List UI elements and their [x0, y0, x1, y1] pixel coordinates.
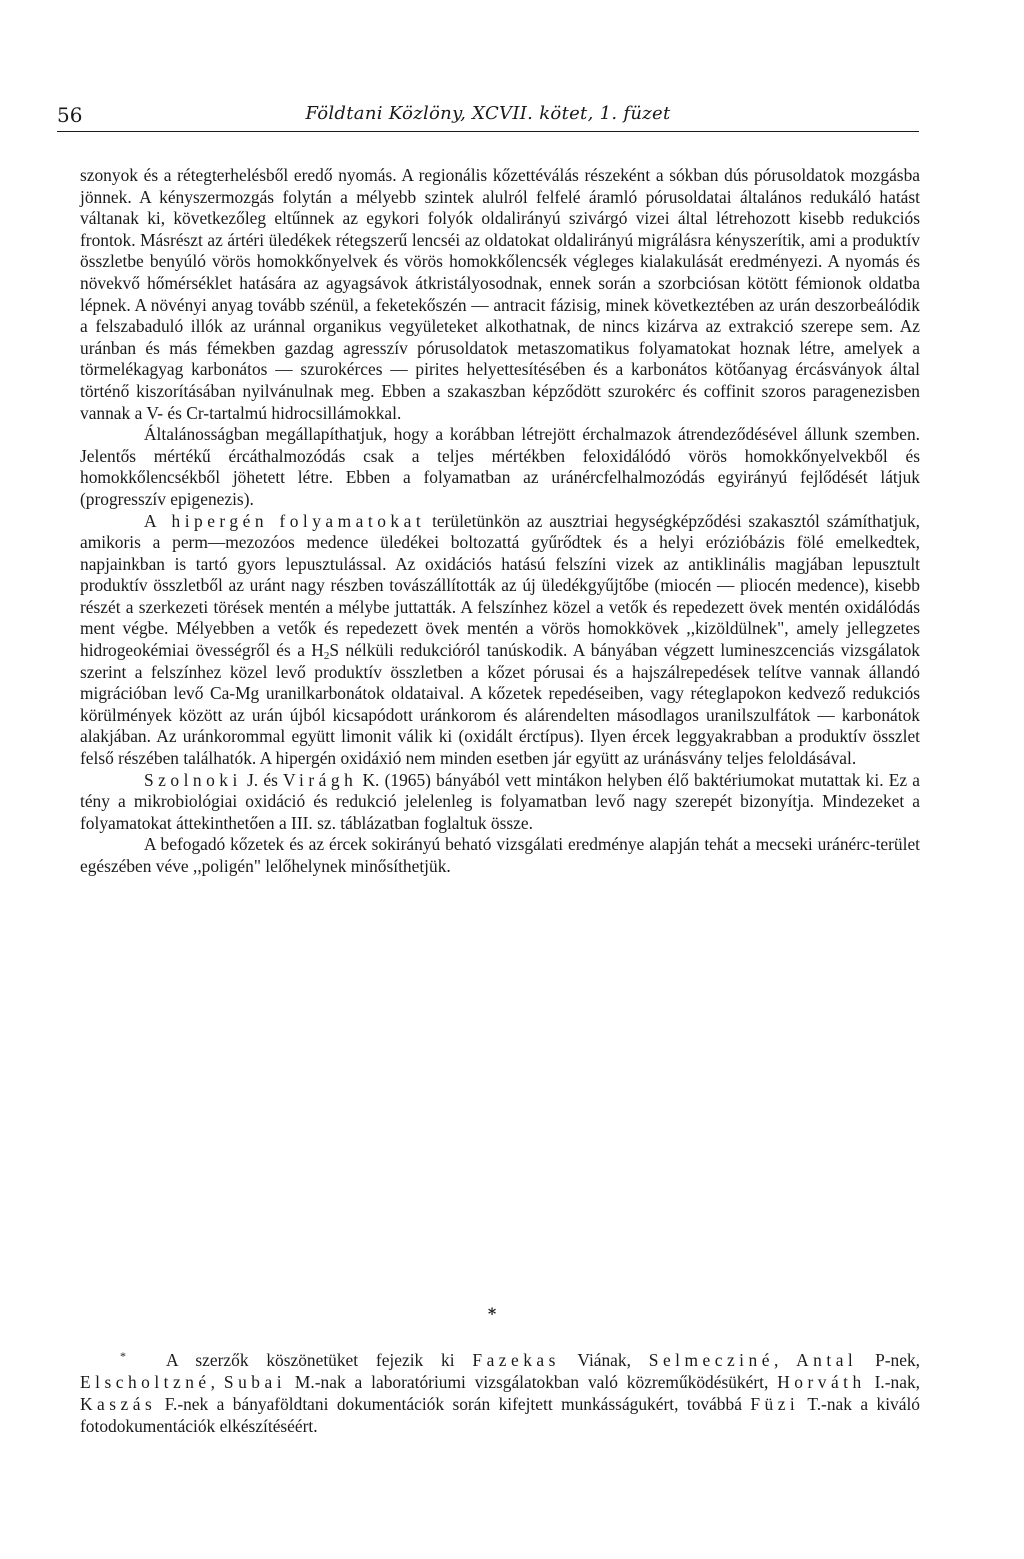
page-header [57, 101, 919, 132]
footnote-segment: A szerzők köszönetüket fejezik ki [166, 1350, 473, 1371]
footnote [80, 1328, 920, 1455]
paragraph-1: szonyok és a rétegterhelésből eredő nyomás. A regionális kőzettéválás részeként a sókban dús pórusoldatok mozgásba jönnek. A kényszermozgás folytán a mélyebb szintek alulról felfelé áramló pórusoldatai általános redukáló hatást váltanak ki, következőleg eltűnnek az egykori folyók oldalirányú szivárgó vizei által létrehozott kisebb redukciós frontok. Másrészt az ártéri üledékek rétegszerű lencséi az oldatokat oldalirányú migrálásra kényszerítik, ami a produktív összletbe benyúló vörös homokkőnyelvek és vörös homokkőlencsék végleges kialakulását eredményezi. A nyomás és növekvő hőmérséklet hatására az agyagsávok átkristályosodnak, ennek során a szorbciósan kötött fémionok oldatba lépnek. A növényi anyag tovább szénül, a feketekőszén — antracit fázisig, minek következtében az urán deszorbeálódik a felszabaduló illók az uránnal organikus vegyületeket alkothatnak, de nincs kizárva az extrakció szerepe sem. Az uránban és más fémekben gazdag agresszív pórusoldatok metaszomatikus folyamatokat hoznak létre, amelyek a törmelékagyag karbonátos — szurokérces — pirites helyettesítésében és a karbonátos kötőanyag ércásványok által történő kiszorításában nyilvánulnak meg. Ebben a szakaszban képződött szurokérc és coffinit szoros paragenezisben vannak a V- és Cr-tartalmú hidrocsillámokkal. [80, 165, 920, 423]
person-name: Fazekas [472, 1350, 560, 1371]
footnote-text [80, 1345, 920, 1437]
person-name: Antal [796, 1350, 858, 1371]
paragraph-3-text-b: S nélküli redukcióról tanúskodik. A bányában végzett lumineszcenciás vizsgálatok szerint a felszínhez közel levő produktív összletben a kőzet pórusai és a hajszálrepedések telítve vannak állandó migrációban levő Ca-Mg uranilkarbonátok oldataival. A kőzetek repedéseiben, vagy réteglapokon kedvező redukciós körülmények között az urán újból kicsapódott uránkorom és alárendelten másodlagos uranilszulfátok — karbonátok alakjában. Az uránkorommal együtt limonit válik ki (oxidált érctípus). Ilyen ércek leggyakrabban a produktív összlet felső részében találhatók. A hipergén oxidáxió nem minden esetben jár együtt az uránásvány teljes feloldásával. [80, 640, 920, 769]
paragraph-2: Általánosságban megállapíthatjuk, hogy a korábban létrejött érchalmazok átrendeződésével állunk szemben. Jelentős mértékű ércáthalmozódás csak a teljes mértékben feloxidálódó vörös homokkőnyelvekből és homokkőlencsékből jöhetett létre. Ebben a folyamatban az uránércfelhalmozódás egyirányú fejlődését látjuk (progresszív epigenezis). [80, 424, 920, 509]
person-name: Elscholtzné [80, 1372, 211, 1393]
footnote-mark: * [120, 1349, 126, 1364]
paragraph-4-text-b: K. (1965) bányából vett mintákon helyben élő baktériumokat mutattak ki. Ez a tény a mikrobiológiai oxidáció és redukció jelelenleg is folyamatban levő nagy szerepét bizonyítja. Mindezeket a folyamatokat áttekinthetően a III. sz. táblázatban foglaltuk össze. [80, 769, 920, 833]
section-separator: * [487, 1304, 497, 1323]
footnote-segment: T.-nak a kiváló fotodokumentációk elkészítéséért. [80, 1394, 920, 1437]
author-name: Szolnoki [144, 769, 242, 790]
person-name: Selmeczіné [648, 1350, 774, 1371]
footnote-segment: , [210, 1372, 224, 1393]
spaced-term: A hipergén folyamatokat [144, 510, 426, 531]
paragraph-3 [80, 511, 920, 770]
person-name: Subai [223, 1372, 287, 1393]
page-number: 56 [57, 103, 83, 127]
footnote-segment: Viának, [559, 1350, 649, 1371]
person-name: Füzi [750, 1394, 800, 1415]
running-title: Földtani Közlöny, XCVII. kötet, 1. füzet [305, 103, 671, 124]
paragraph-5: A befogadó kőzetek és az ércek sokirányú beható vizsgálati eredménye alapján tehát a mecseki uránérc-terület egészében véve ,,poligén" lelőhelynek minősíthetjük. [80, 834, 920, 876]
person-name: Kaszás [80, 1394, 157, 1415]
body-text [80, 165, 920, 878]
footnote-segment: P-nek, [857, 1350, 920, 1371]
paragraph-4 [80, 770, 920, 835]
footnote-segment: , [773, 1350, 797, 1371]
paragraph-4-text-a: J. és [241, 769, 284, 790]
footnote-segment: F.-nek a bányaföldtani dokumentációk során kifejtett munkásságukért, továbbá [156, 1394, 751, 1415]
subscript: 2 [323, 650, 330, 663]
footnote-segment: M.-nak a laboratóriumi vizsgálatokban való közreműködésükért, [286, 1372, 778, 1393]
author-name: Virágh [283, 769, 358, 790]
footnote-segment: I.-nak, [865, 1372, 920, 1393]
person-name: Horváth [777, 1372, 866, 1393]
paragraph-3-text-a: területünkön az ausztriai hegységképződési szakasztól számíthatjuk, amikoris a perm––mezozóos medence üledékei boltozattá gyűrődtek és a helyi erózióbázis fölé emelkedtek, napjainkban is tartó gyors lepusztulással. Az oxidációs hatású felszíni vizek az antiklinális magjában lepusztult produktív összletből az uránt nagy részben továszállították az új üledékgyűjtőbe (miocén — pliocén medence), kisebb részét a szerkezeti törések mentén a mélybe juttatták. A felszínhez közel a vetők és repedezett övek mentén oxidálódás ment végbe. Mélyebben a vetők és repedezett övek mentén a vörös homokkövek ,,kizöldülnek", amely jellegzetes hidrogeokémiai övességről és a H [80, 510, 920, 661]
